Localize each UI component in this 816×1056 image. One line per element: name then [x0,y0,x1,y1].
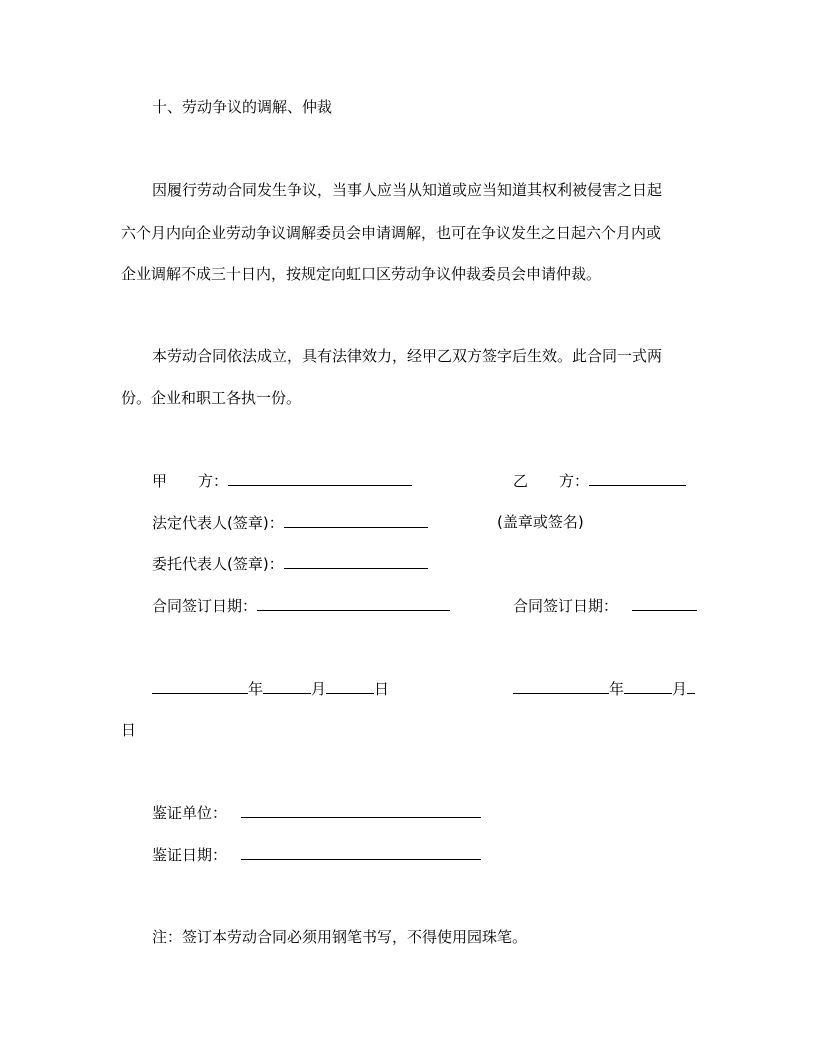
date-b-year-label: 年 [609,680,625,698]
date-b-month-label: 月 [672,680,688,698]
dispute-paragraph-line1: 因履行劳动合同发生争议，当事人应当从知道或应当知道其权利被侵害之日起 [152,181,663,199]
dispute-paragraph-line3: 企业调解不成三十日内，按规定向虹口区劳动争议仲裁委员会申请仲裁。 [121,265,602,283]
dispute-paragraph-line2: 六个月内向企业劳动争议调解委员会申请调解，也可在争议发生之日起六个月内或 [121,224,662,242]
date-a-year-blank[interactable] [152,678,248,694]
party-a-blank[interactable] [228,470,412,486]
sign-date-a-label: 合同签订日期： [152,597,258,615]
party-a-row [152,470,412,490]
party-b-label-char2: 方： [559,472,590,490]
sign-date-a-blank[interactable] [257,595,450,611]
date-a-month-blank[interactable] [263,678,311,694]
entrusted-rep-blank[interactable] [284,553,428,569]
verification-unit-row [152,802,481,822]
party-b-label-char1: 乙 [513,472,529,490]
sign-date-b-row [513,595,697,615]
sign-date-b-blank[interactable] [632,595,697,611]
date-a-year-label: 年 [248,680,264,698]
sign-date-b-label: 合同签订日期： [513,597,619,615]
date-a-month-label: 月 [311,680,327,698]
entrusted-rep-row [152,553,428,573]
party-a-label-char1: 甲 [152,472,168,490]
effect-paragraph-line2: 份。企业和职工各执一份。 [121,389,302,407]
date-b-row [513,678,695,698]
date-a-day-label: 日 [374,680,390,698]
date-a-row [152,678,389,698]
date-b-day-label: 日 [121,721,137,739]
party-b-row [513,470,686,490]
section-title: 十、劳动争议的调解、仲裁 [152,98,333,116]
date-b-day-blank[interactable] [687,678,695,694]
verification-unit-label: 鉴证单位： [152,804,228,822]
date-a-day-blank[interactable] [326,678,374,694]
party-a-label-char2: 方： [198,472,229,490]
seal-note: (盖章或签名) [497,513,584,531]
date-b-month-blank[interactable] [624,678,672,694]
party-b-blank[interactable] [589,470,686,486]
legal-rep-blank[interactable] [284,512,428,528]
legal-rep-row [152,512,428,532]
verification-unit-blank[interactable] [241,802,481,818]
note: 注：签订本劳动合同必须用钢笔书写，不得使用园珠笔。 [152,928,528,946]
entrusted-rep-label: 委托代表人(签章)： [152,555,284,573]
legal-rep-label: 法定代表人(签章)： [152,514,284,532]
date-b-year-blank[interactable] [513,678,609,694]
verification-date-blank[interactable] [241,844,481,860]
effect-paragraph-line1: 本劳动合同依法成立，具有法律效力，经甲乙双方签字后生效。此合同一式两 [152,347,663,365]
sign-date-a-row [152,595,450,615]
verification-date-label: 鉴证日期： [152,846,228,864]
verification-date-row [152,844,481,864]
